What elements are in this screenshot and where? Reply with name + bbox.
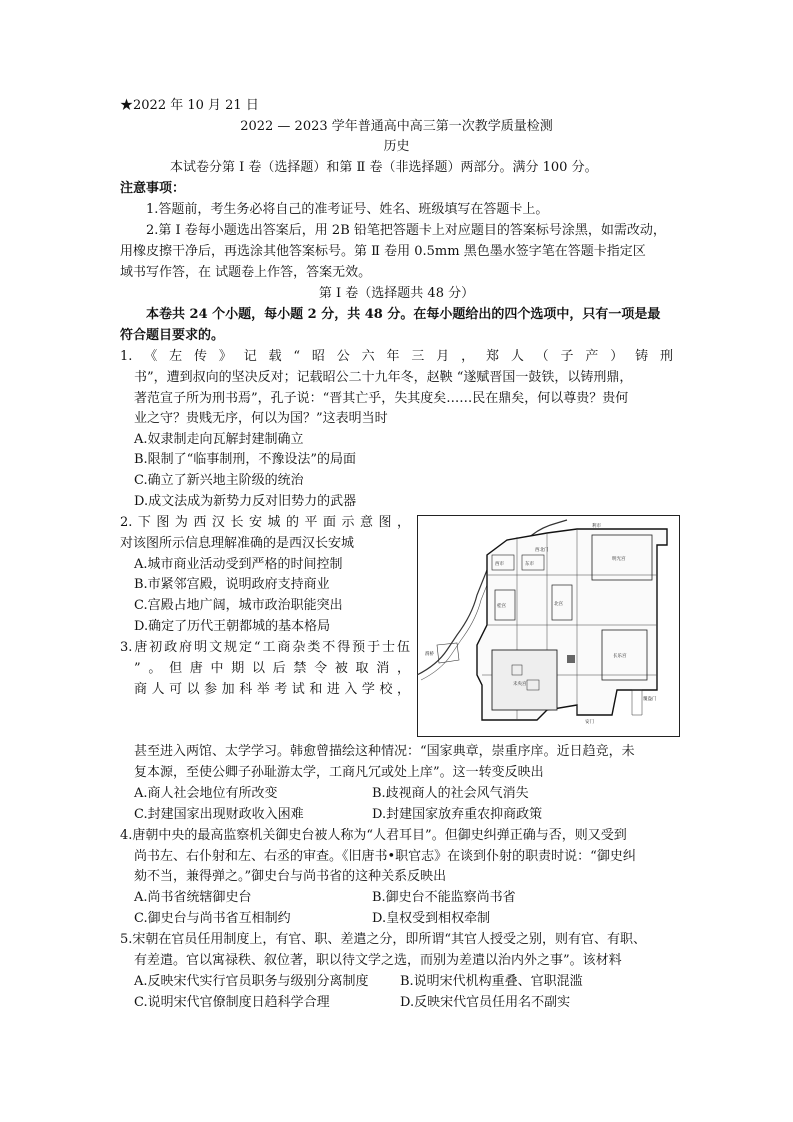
q1-stem-line3: 著范宣子所为刑书焉”，孔子说：“晋其亡乎，失其度矣……民在鼎矣，何以尊贵？贵何 [134, 391, 629, 406]
q5-option-c[interactable]: C.说明宋代官僚制度日趋科学合理 [134, 995, 330, 1010]
q2-option-c[interactable]: C.宫殿占地广阔，城市政治职能突出 [134, 598, 343, 613]
section-title: 第 Ⅰ 卷（选择题共 48 分） [318, 286, 475, 301]
q3-option-a[interactable]: A.商人社会地位有所改变 [134, 786, 278, 801]
q1-stem-line1: 1.《左传》记载“昭公六年三月，郑人（子产）铸刑 [120, 349, 673, 364]
q5-option-d[interactable]: D.反映宋代官员任用名不副实 [400, 995, 571, 1010]
changan-city-map [417, 515, 680, 737]
subject-title: 历史 [383, 139, 410, 154]
svg-text:覆盎门: 覆盎门 [643, 697, 657, 702]
note-item-2-line2: 用橡皮擦干净后，再选涂其他答案标号。第 Ⅱ 卷用 0.5mm 黑色墨水签字笔在答题卡指定区 [120, 244, 646, 259]
svg-text:东市: 东市 [525, 562, 534, 567]
svg-text:西北门: 西北门 [535, 548, 549, 553]
q3-option-b[interactable]: B.歧视商人的社会风气消失 [372, 786, 529, 801]
q2-stem-line2: 对该图所示信息理解准确的是西汉长安城 [120, 536, 355, 551]
svg-text:渭桥: 渭桥 [425, 652, 434, 657]
svg-text:利市: 利市 [592, 524, 601, 529]
q4-option-c[interactable]: C.御史台与尚书省互相制约 [134, 911, 291, 926]
svg-text:未央宫: 未央宫 [513, 682, 527, 687]
q4-option-b[interactable]: B.御史台不能监察尚书省 [372, 890, 516, 905]
q4-stem-line3: 劾不当，兼得弹之。”御史台与尚书省的这种关系反映出 [134, 869, 447, 884]
q4-stem-line2: 尚书左、右仆射和左、右丞的审查。《旧唐书•职官志》在谈到仆射的职责时说：“御史纠 [134, 849, 636, 864]
q2-option-b[interactable]: B.市紧邻宫殿，说明政府支持商业 [134, 577, 330, 592]
q2-option-d[interactable]: D.确定了历代王朝都城的基本格局 [134, 619, 331, 634]
q3-option-c[interactable]: C.封建国家出现财政收入困难 [134, 807, 304, 822]
svg-text:西市: 西市 [495, 562, 504, 567]
svg-text:明光宫: 明光宫 [612, 557, 626, 562]
note-item-2-line3: 域书写作答，在 试题卷上作答，答案无效。 [120, 265, 372, 280]
q3-stem-line2: ”。但唐中期以后禁令被取消， [134, 661, 410, 676]
q1-option-a[interactable]: A.奴隶制走向瓦解封建制确立 [134, 432, 304, 447]
q5-option-a[interactable]: A.反映宋代实行官员职务与级别分离制度 [134, 974, 369, 989]
exam-intro: 本试卷分第 Ⅰ 卷（选择题）和第 Ⅱ 卷（非选择题）两部分。满分 100 分。 [170, 160, 598, 175]
q1-stem-line4: 业之守？贵贱无序，何以为国？”这表明当时 [134, 411, 388, 426]
notes-title: 注意事项： [120, 181, 186, 196]
q5-stem-line2: 有差遣。官以寓禄秩、叙位著，职以待文学之选，而别为差遣以治内外之事”。该材料 [134, 953, 622, 968]
building-mark [567, 655, 575, 663]
weiyang-palace [492, 650, 557, 710]
q1-option-b[interactable]: B.限制了“临事制刑，不豫设法”的局面 [134, 452, 356, 467]
q3-option-d[interactable]: D.封建国家放弃重农抑商政策 [372, 807, 543, 822]
q5-stem-line1: 5.宋朝在官员任用制度上，有官、职、差遣之分，即所谓“其官人授受之别，则有官、有职、 [120, 932, 647, 947]
svg-text:北宫: 北宫 [554, 602, 563, 607]
q3-stem-line1: 3.唐初政府明文规定“工商杂类不得预于士伍 [120, 640, 410, 655]
exam-title: 2022 — 2023 学年普通高中高三第一次教学质量检测 [240, 119, 553, 134]
q1-option-d[interactable]: D.成文法成为新势力反对旧势力的武器 [134, 494, 357, 509]
q1-option-c[interactable]: C.确立了新兴地主阶级的统治 [134, 473, 304, 488]
q2-stem-line1: 2.下图为西汉长安城的平面示意图， [120, 515, 410, 530]
q5-option-b[interactable]: B.说明宋代机构重叠、官职混滥 [400, 974, 583, 989]
q3-stem-line5: 复本源，至使公卿子孙耻游太学，工商凡冗或处上庠”。这一转变反映出 [134, 765, 544, 780]
q4-option-a[interactable]: A.尚书省统辖御史台 [134, 890, 252, 905]
section-instructions-line2: 符合题目要求的。 [120, 328, 225, 343]
q3-stem-line3: 商人可以参加科举考试和进入学校， [134, 682, 410, 697]
svg-text:安门: 安门 [585, 720, 594, 725]
q3-stem-line4: 甚至进入两馆、太学学习。韩愈曾描绘这种情况：“国家典章，崇重序庠。近日趋竞，未 [134, 744, 635, 759]
note-item-1: 1.答题前，考生务必将自己的准考证号、姓名、班级填写在答题卡上。 [146, 202, 549, 217]
q2-option-a[interactable]: A.城市商业活动受到严格的时间控制 [134, 557, 343, 572]
q4-stem-line1: 4.唐朝中央的最高监察机关御史台被人称为“人君耳目”。但御史纠弹正确与否，则又受到 [120, 828, 627, 843]
q1-stem-line2: 书”，遭到叔向的坚决反对；记载昭公二十九年冬，赵鞅 “遂赋晋国一鼓铁，以铸刑鼎， [134, 370, 633, 385]
exam-date: ★2022 年 10 月 21 日 [120, 98, 259, 113]
svg-text:桂宫: 桂宫 [497, 604, 506, 609]
q4-option-d[interactable]: D.皇权受到相权牵制 [372, 911, 491, 926]
svg-text:长乐宫: 长乐宫 [613, 654, 627, 659]
note-item-2-line1: 2.第 Ⅰ 卷每小题选出答案后，用 2B 铅笔把答题卡上对应题目的答案标号涂黑，如需改动， [146, 223, 666, 238]
section-instructions-line1: 本卷共 24 个小题，每小题 2 分，共 48 分。在每小题给出的四个选项中，只有一项是最 [146, 307, 661, 322]
